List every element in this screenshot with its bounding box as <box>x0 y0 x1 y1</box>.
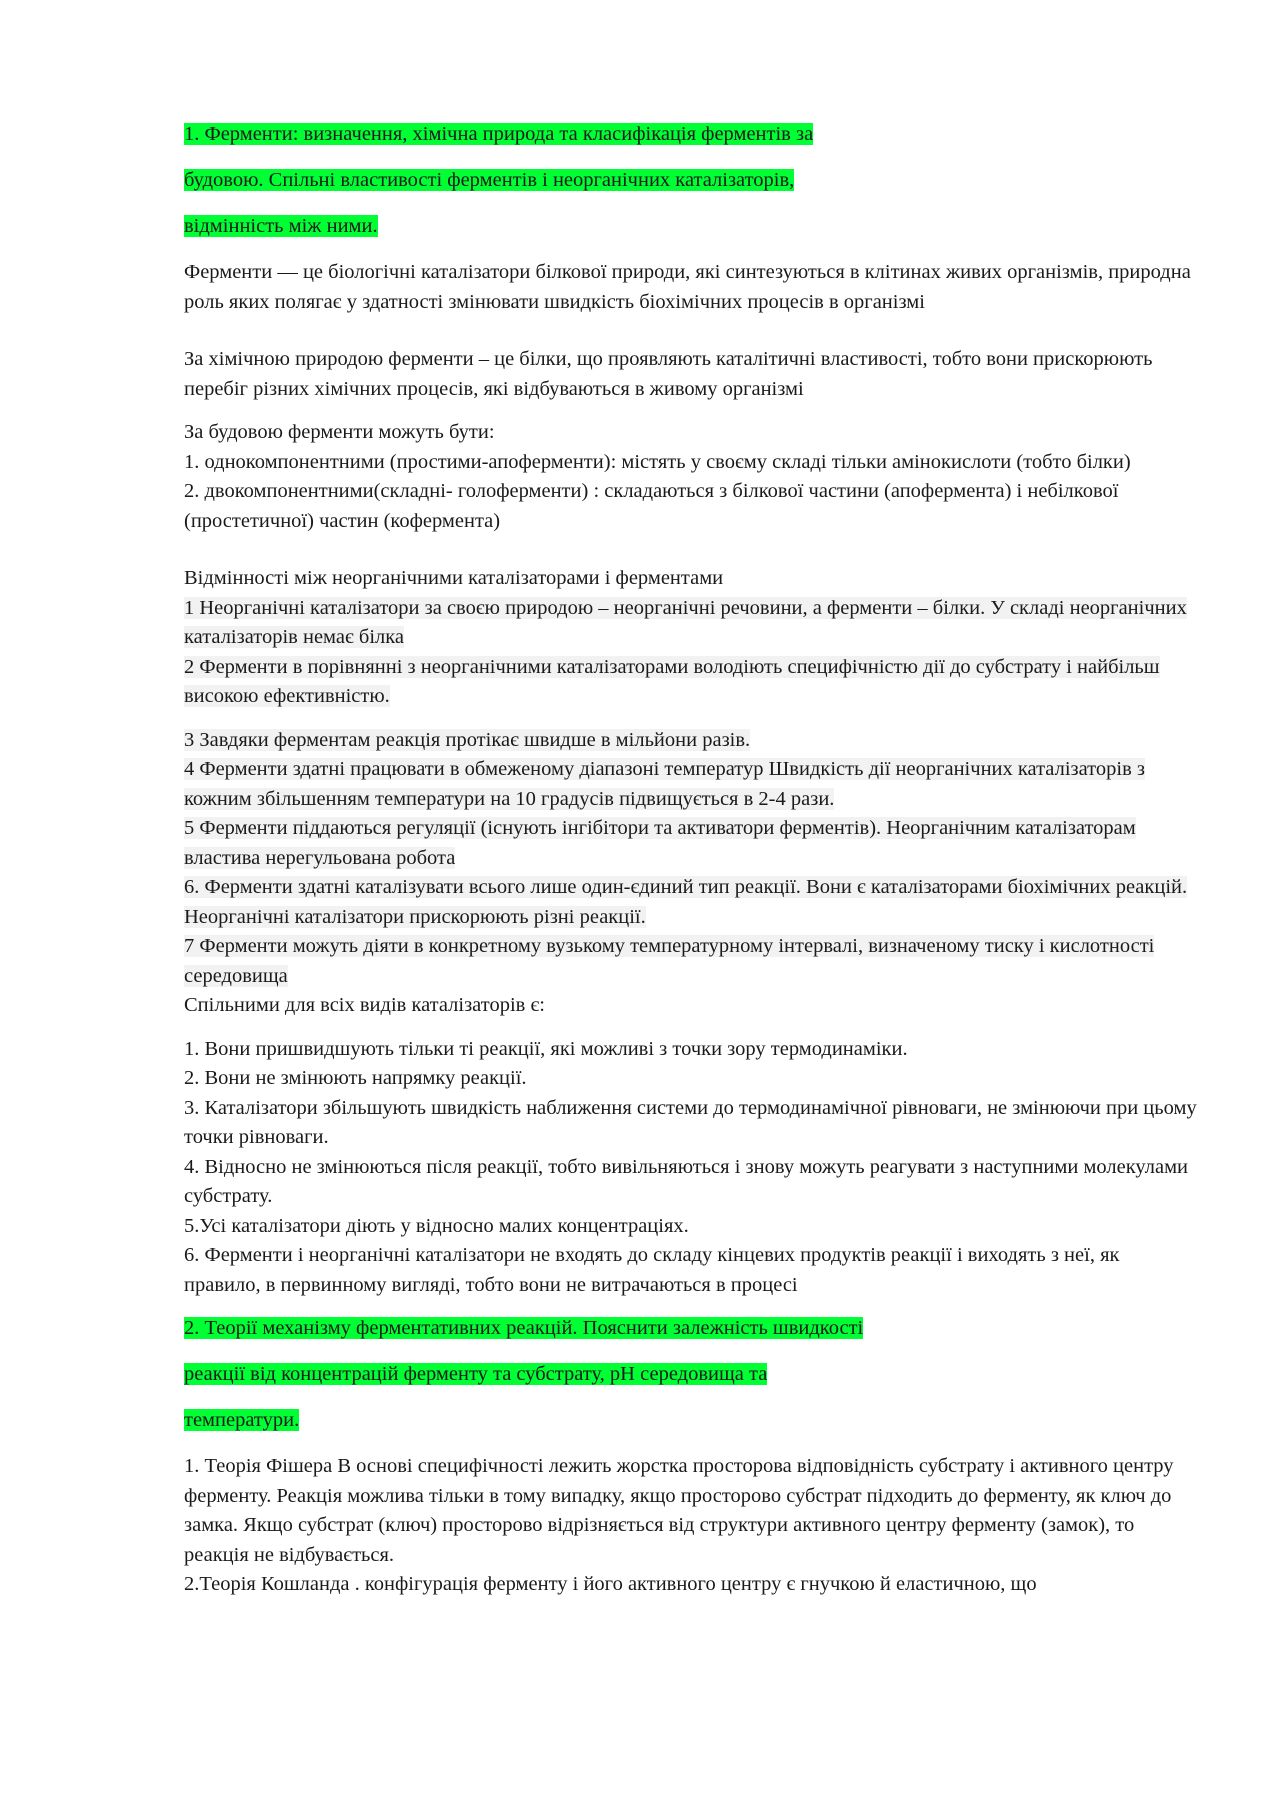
definition-paragraph: Ферменти — це біологічні каталізатори білкової природи, які синтезуються в клітинах живих організмів, природна роль яких полягає у здатності змінювати швидкість біохімічних процесів в організмі <box>184 261 1191 313</box>
difference-item: 1 Неорганічні каталізатори за своєю природою – неорганічні речовини, а ферменти – білки. У складі неорганічних каталізаторів немає білка <box>184 596 1187 648</box>
common-item: 2. Вони не змінюють напрямку реакції. <box>184 1067 527 1089</box>
common-item: 5.Усі каталізатори діють у відносно малих концентраціях. <box>184 1214 689 1237</box>
difference-item: 4 Ферменти здатні працювати в обмеженому діапазоні температур Швидкість дії неорганічних каталізаторів з кожним збільшенням температури на 10 градусів підвищується в 2-4 рази. <box>184 758 1145 810</box>
difference-item: 2 Ферменти в порівнянні з неорганічними каталізаторами володіють специфічністю дії до субстрату і найбільш високою ефективністю. <box>184 655 1160 707</box>
common-item: 6. Ферменти і неорганічні каталізатори не входять до складу кінцевих продуктів реакції і виходять з неї, як правило, в первинному вигляді, тобто вони не витрачаються в процесі <box>184 1244 1120 1296</box>
structure-item: 2. двокомпонентними(складні- голоферменти) : складаються з білкової частини (апофермента) і небілкової (простетичної) частин (кофермента) <box>184 480 1119 532</box>
common-item: 4. Відносно не змінюються після реакції, тобто вивільняються і знову можуть реагувати з наступними молекулами субстрату. <box>184 1155 1189 1207</box>
difference-item: 3 Завдяки ферментам реакція протікає швидше в мільйони разів. <box>184 728 751 751</box>
theory-item: 2.Теорія Кошланда . конфігурація ферменту і його активного центру є гнучкою й еластичною, що <box>184 1573 1037 1595</box>
difference-item: 6. Ферменти здатні каталізувати всього лише один-єдиний тип реакції. Вони є каталізаторами біохімічних реакцій. Неорганічні каталізатори прискорюють різні реакції. <box>184 876 1188 928</box>
heading-1-line: 1. Ферменти: визначення, хімічна природа та класифікація ферментів за <box>184 123 814 145</box>
heading-1-line: відмінність між ними. <box>184 215 378 237</box>
structure-item: 1. однокомпонентними (простими-апоферменти): містять у своєму складі тільки амінокислоти (тобто білки) <box>184 450 1131 473</box>
document-page <box>184 120 1200 1600</box>
difference-item: 5 Ферменти піддаються регуляції (існують інгібітори та активатори ферментів). Неорганічним каталізаторам властива нерегульована робота <box>184 817 1136 869</box>
heading-1 <box>184 120 1200 241</box>
common-item: 1. Вони пришвидшують тільки ті реакції, які можливі з точки зору термодинаміки. <box>184 1037 908 1060</box>
common-item: 3. Каталізатори збільшують швидкість наближення системи до термодинамічної рівноваги, не змінюючи при цьому точки рівноваги. <box>184 1096 1197 1148</box>
structure-title: За будовою ферменти можуть бути: <box>184 421 495 443</box>
chemical-nature-paragraph: За хімічною природою ферменти – це білки, що проявляють каталітичні властивості, тобто вони прискорюють перебіг різних хімічних процесів, які відбуваються в живому організмі <box>184 348 1153 400</box>
heading-2-line: температури. <box>184 1409 300 1431</box>
difference-item: 7 Ферменти можуть діяти в конкретному вузькому температурному інтервалі, визначеному тиску і кислотності середовища <box>184 935 1155 987</box>
common-title: Спільними для всіх видів каталізаторів є: <box>184 994 545 1016</box>
theory-item: 1. Теорія Фішера В основі специфічності лежить жорстка просторова відповідність субстрату і активного центру ферменту. Реакція можлива тільки в тому випадку, якщо просторово субстрат підходить до ферменту, як ключ до замка. Якщо субстрат (ключ) просторово відрізняється від структури активного центру ферменту (замок), то реакція не відбувається. <box>184 1455 1174 1566</box>
heading-2 <box>184 1314 1200 1435</box>
heading-2-line: 2. Теорії механізму ферментативних реакцій. Пояснити залежність швидкості <box>184 1317 864 1339</box>
heading-1-line: будовою. Спільні властивості ферментів і неорганічних каталізаторів, <box>184 169 795 191</box>
differences-title: Відмінності між неорганічними каталізаторами і ферментами <box>184 567 724 589</box>
heading-2-line: реакції від концентрацій ферменту та субстрату, рН середовища та <box>184 1363 768 1385</box>
